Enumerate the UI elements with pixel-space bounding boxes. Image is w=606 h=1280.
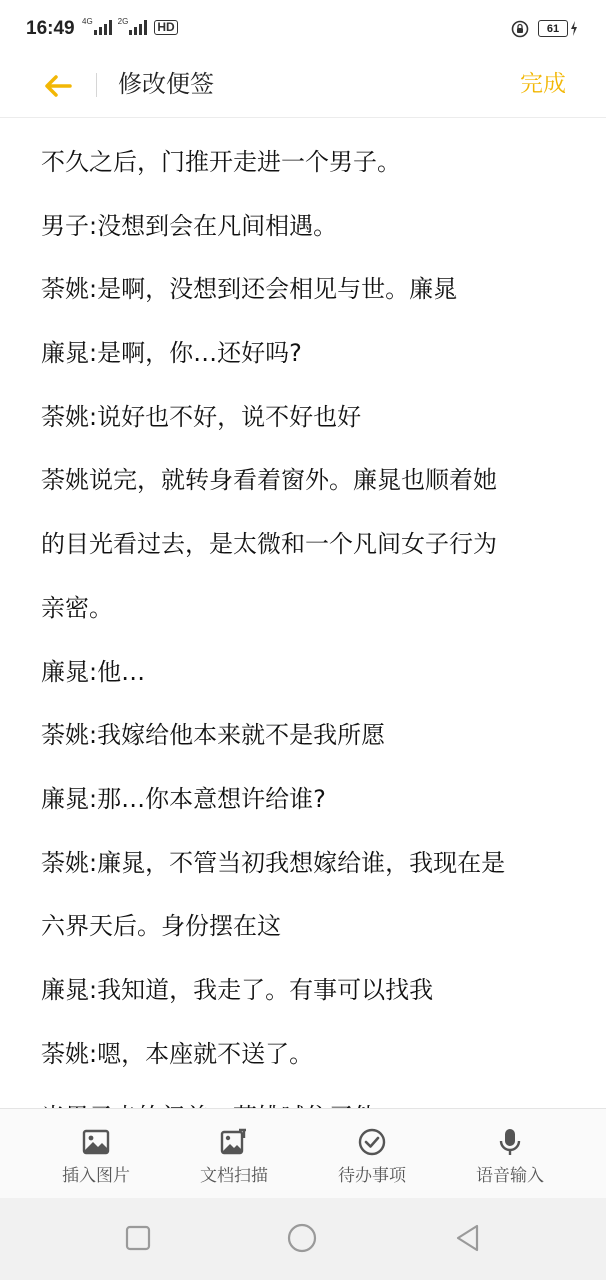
document-scan-label: 文档扫描: [200, 1166, 268, 1186]
header-divider: [96, 73, 97, 97]
check-circle-icon: [357, 1127, 387, 1157]
note-line[interactable]: 廉晁:他…: [41, 657, 146, 686]
signal-icon-2: [129, 19, 147, 35]
voice-input-label: 语音输入: [476, 1166, 544, 1186]
insert-image-button[interactable]: [26, 1109, 166, 1199]
note-line[interactable]: 不久之后，门推开走进一个男子。: [41, 148, 401, 176]
status-bar: [0, 0, 606, 56]
note-line[interactable]: 亲密。: [41, 593, 113, 622]
signal-icon-1: [94, 19, 112, 35]
note-line[interactable]: 荼姚说完，就转身看着窗外。廉晁也顺着她: [41, 466, 497, 495]
battery-level: 61: [546, 22, 560, 35]
recent-apps-button[interactable]: [122, 1222, 154, 1254]
network-type-2: 2G: [117, 17, 129, 26]
note-line[interactable]: 荼姚:我嫁给他本来就不是我所愿: [41, 721, 386, 750]
note-line[interactable]: 廉晁:我知道，我走了。有事可以找我: [41, 975, 434, 1004]
network-type-1: 4G: [82, 17, 93, 26]
voice-input-button[interactable]: [440, 1109, 580, 1199]
hd-icon: HD: [154, 20, 177, 35]
page-title: 修改便签: [118, 70, 214, 98]
status-time: 16:49: [26, 18, 75, 39]
note-line[interactable]: 的目光看过去，是太微和一个凡间女子行为: [41, 530, 497, 559]
signal-indicators: [82, 18, 178, 35]
home-button[interactable]: [286, 1222, 318, 1254]
note-line[interactable]: 荼姚:是啊，没想到还会相见与世。廉晁: [41, 275, 458, 304]
note-line[interactable]: 廉晁:是啊，你…还好吗?: [41, 339, 302, 368]
rotation-lock-icon: [511, 20, 529, 38]
note-line[interactable]: 廉晁:那…你本意想许给谁?: [41, 784, 326, 813]
header-bar: [0, 56, 606, 118]
done-button[interactable]: 完成: [520, 71, 566, 97]
document-scan-button[interactable]: [164, 1109, 304, 1199]
bottom-toolbar: [0, 1108, 606, 1198]
image-icon: [81, 1127, 111, 1157]
note-line[interactable]: 荼姚:廉晁，不管当初我想嫁给谁，我现在是: [41, 848, 506, 877]
battery-icon: [538, 20, 568, 37]
back-button[interactable]: [38, 66, 78, 106]
note-line[interactable]: 男子:没想到会在凡间相遇。: [41, 211, 338, 240]
back-nav-button[interactable]: [452, 1222, 484, 1254]
scan-icon: [219, 1127, 249, 1157]
note-line[interactable]: 荼姚:说好也不好，说不好也好: [41, 402, 362, 431]
todo-button[interactable]: [302, 1109, 442, 1199]
todo-label: 待办事项: [338, 1166, 406, 1186]
insert-image-label: 插入图片: [62, 1166, 130, 1186]
arrow-left-icon: [43, 74, 73, 98]
note-line[interactable]: 六界天后。身份摆在这: [41, 912, 281, 941]
charging-icon: [570, 21, 578, 36]
system-nav-bar: [0, 1198, 606, 1280]
note-text[interactable]: [0, 118, 606, 1157]
note-line[interactable]: 荼姚:嗯，本座就不送了。: [41, 1039, 314, 1068]
microphone-icon: [495, 1127, 525, 1157]
note-editor[interactable]: [0, 118, 606, 1108]
